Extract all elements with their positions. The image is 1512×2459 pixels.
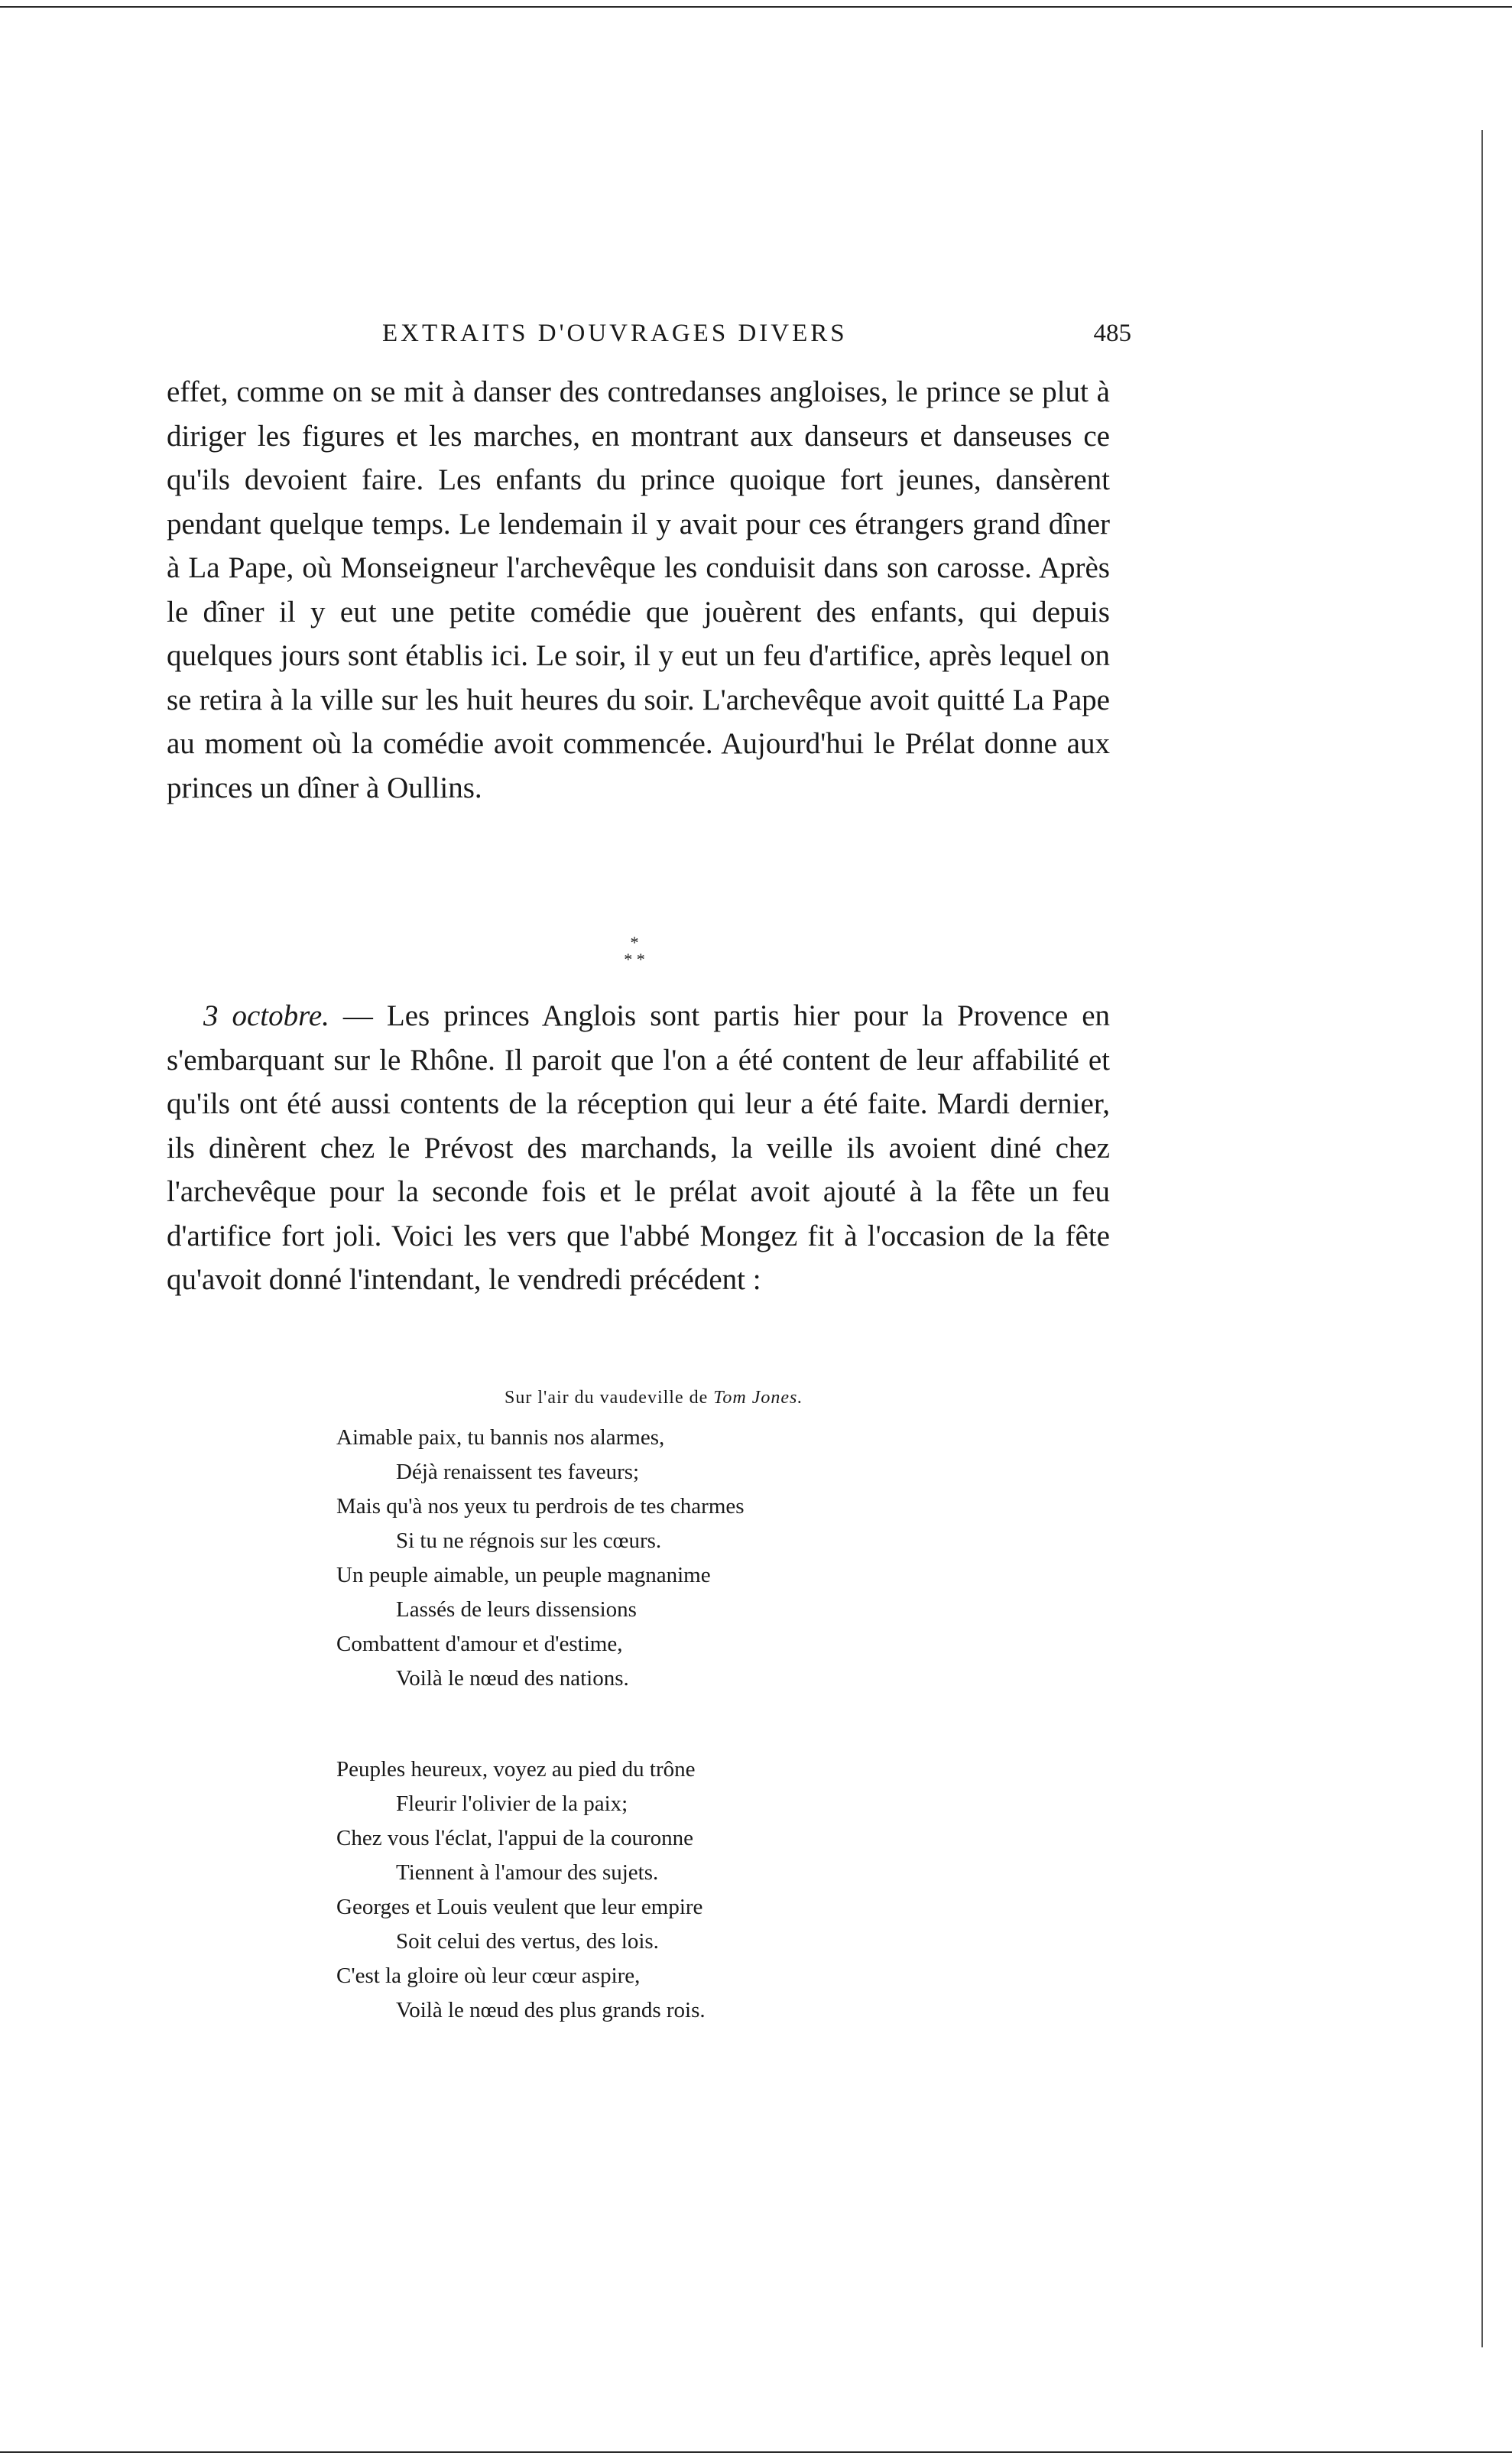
verse-line: Déjà renaissent tes faveurs; xyxy=(396,1460,640,1484)
running-title: EXTRAITS D'OUVRAGES DIVERS xyxy=(382,320,848,347)
verse-line: Peuples heureux, voyez au pied du trône xyxy=(336,1757,696,1782)
verse-line: Mais qu'à nos yeux tu perdrois de tes charmes xyxy=(336,1494,745,1519)
verse-line: Fleurir l'olivier de la paix; xyxy=(396,1791,628,1816)
page-number: 485 xyxy=(1093,320,1131,347)
song-title-prefix: Sur l'air du vaudeville de xyxy=(505,1388,714,1408)
verse-line: Voilà le nœud des plus grands rois. xyxy=(396,1998,706,2022)
verse-line: Aimable paix, tu bannis nos alarmes, xyxy=(336,1425,665,1450)
verse-line: Chez vous l'éclat, l'appui de la couronne xyxy=(336,1826,694,1850)
verse-line: Un peuple aimable, un peuple magnanime xyxy=(336,1563,711,1587)
stanza-2 xyxy=(336,1752,706,2028)
top-scan-edge xyxy=(0,6,1512,8)
asterism-top: * xyxy=(630,933,639,952)
bottom-scan-edge xyxy=(0,2451,1512,2453)
stanza-1 xyxy=(336,1421,745,1696)
verse-line: Tiennent à l'amour des sujets. xyxy=(396,1860,659,1885)
verse-line: Combattent d'amour et d'estime, xyxy=(336,1632,623,1656)
paragraph-2-text: — Les princes Anglois sont partis hier pour la Provence en s'embarquant sur le Rhône. Il paroit que l'on a été content de leur affabilité et qu'ils ont été aussi contents de la réception qui leur a été faite. Mardi dernier, ils dinèrent chez le Prévost des marchands, la veille ils avoient diné chez l'archevêque pour la seconde fois et le prélat avoit ajouté à la fête un feu d'artifice fort joli. Voici les vers que l'abbé Mongez fit à l'occasion de la fête qu'avoit donné l'intendant, le vendredi précédent : xyxy=(167,999,1110,1296)
asterism-separator xyxy=(596,934,673,968)
song-title-work: Tom Jones. xyxy=(713,1388,803,1408)
verse-line: C'est la gloire où leur cœur aspire, xyxy=(336,1964,641,1988)
right-scan-edge xyxy=(1481,130,1483,2347)
paragraph-1 xyxy=(167,370,1110,810)
page-header xyxy=(382,320,1131,365)
verse-line: Voilà le nœud des nations. xyxy=(396,1666,629,1691)
verse-line: Georges et Louis veulent que leur empire xyxy=(336,1895,703,1919)
verse-line: Si tu ne régnois sur les cœurs. xyxy=(396,1528,662,1553)
verse-line: Lassés de leurs dissensions xyxy=(396,1597,637,1622)
paragraph-2 xyxy=(167,994,1110,1302)
paragraph-2-date: 3 octobre. xyxy=(203,999,329,1032)
asterism-bottom: * * xyxy=(624,950,645,969)
song-title xyxy=(505,1388,803,1408)
verse-line: Soit celui des vertus, des lois. xyxy=(396,1929,659,1954)
paragraph-1-text: effet, comme on se mit à danser des contredanses angloises, le prince se plut à diriger les figures et les marches, en montrant aux danseurs et danseuses ce qu'ils devoient faire. Les enfants du prince quoique fort jeunes, dansèrent pendant quelque temps. Le lendemain il y avait pour ces étrangers grand dîner à La Pape, où Monseigneur l'archevêque les conduisit dans son carosse. Après le dîner il y eut une petite comédie que jouèrent des enfants, qui depuis quelques jours sont établis ici. Le soir, il y eut un feu d'artifice, après lequel on se retira à la ville sur les huit heures du soir. L'archevêque avoit quitté La Pape au moment où la comédie avoit commencée. Aujourd'hui le Prélat donne aux princes un dîner à Oullins. xyxy=(167,375,1110,804)
